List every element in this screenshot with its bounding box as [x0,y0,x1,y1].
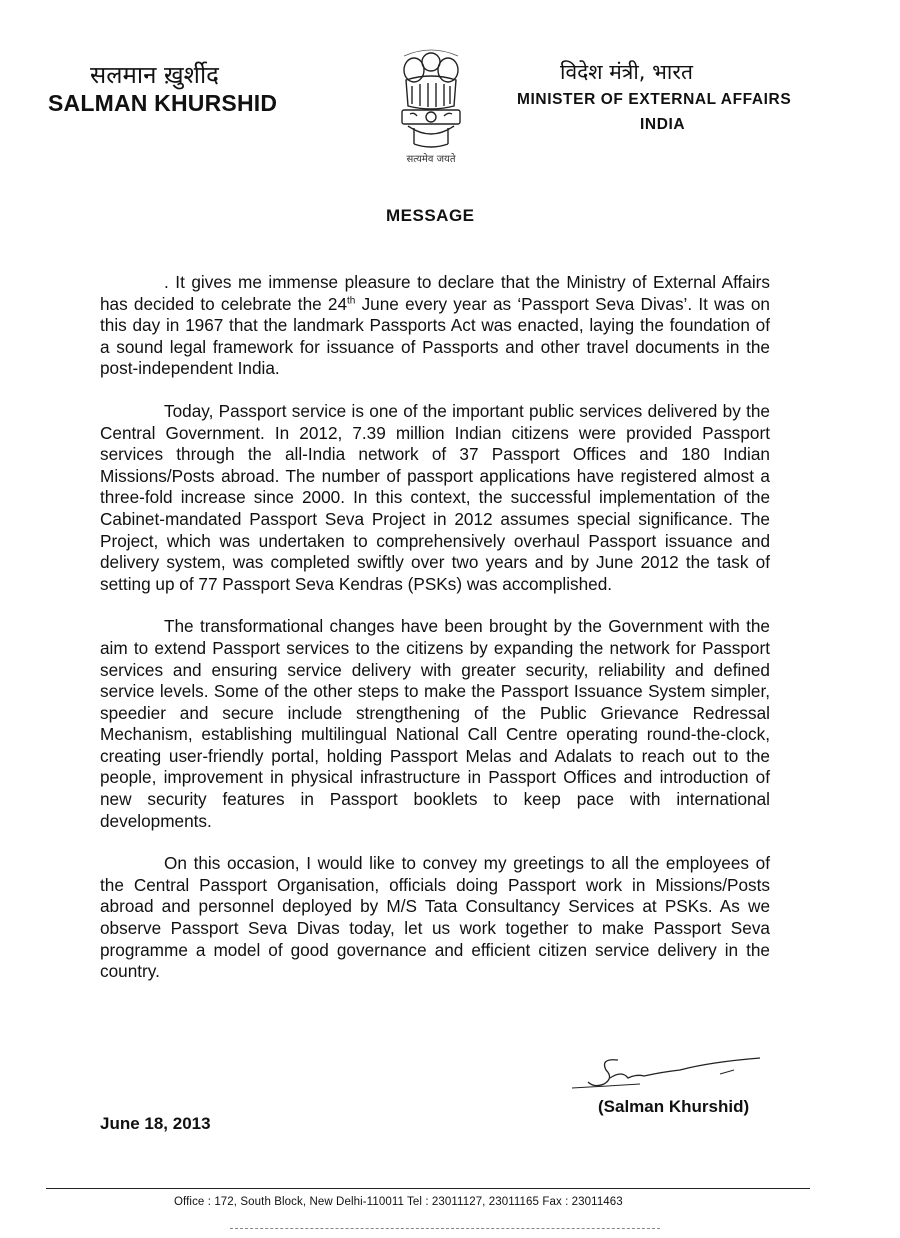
message-date: June 18, 2013 [100,1114,211,1133]
footer-address: Office : 172, South Block, New Delhi-110011 Tel : 23011127, 23011165 Fax : 23011463 [174,1196,623,1208]
handwritten-signature [570,1048,770,1100]
minister-title: MINISTER OF EXTERNAL AFFAIRS [517,91,792,108]
paragraph-1-text-cont: June every year as ‘Passport Seva Divas’. It was on this day in 1967 that the landmark Passports Act was enacted, laying the foundation of a sound legal framework for issuance of Passports and other travel documents in the post-independent India. [100,293,770,379]
national-emblem-icon [384,46,478,170]
title-hindi: विदेश मंत्री, भारत [560,60,693,84]
footer-divider [46,1188,810,1189]
signatory-name: (Salman Khurshid) [598,1097,750,1116]
message-body [100,272,770,1004]
paragraph-1 [100,272,770,380]
name-hindi: सलमान ख़ुर्शीद [90,61,219,89]
message-heading: MESSAGE [386,206,475,225]
svg-text:सत्यमेव जयते: सत्यमेव जयते [406,154,456,165]
country-label: INDIA [640,116,686,133]
footer-dashed-line [230,1228,660,1229]
name-english: SALMAN KHURSHID [48,90,278,116]
paragraph-1-text: . It gives me immense pleasure to declare that the Ministry of External Affairs has decided to celebrate the 24 [100,272,770,314]
ordinal-suffix: th [347,294,356,306]
paragraph-4: On this occasion, I would like to convey my greetings to all the employees of the Central Passport Organisation, officials doing Passport work in Missions/Posts abroad and personnel deployed by M/S Tata Consultancy Services at PSKs. As we observe Passport Seva Divas today, let us work together to make Passport Seva programme a model of good governance and efficient citizen service delivery in the country. [100,853,770,982]
paragraph-3: The transformational changes have been brought by the Government with the aim to extend Passport services to the citizens by expanding the network for Passport services and ensuring service delivery with greater security, reliability and defined service levels. Some of the other steps to make the Passport Issuance System simpler, speedier and secure include strengthening of the Public Grievance Redressal Mechanism, establishing multilingual National Call Centre operating round-the-clock, creating user-friendly portal, holding Passport Melas and Adalats to reach out to the people, improvement in physical infrastructure in Passport Offices and introduction of new security features in Passport booklets to keep pace with international developments. [100,616,770,831]
paragraph-2: Today, Passport service is one of the important public services delivered by the Central Government. In 2012, 7.39 million Indian citizens were provided Passport services through the all-India network of 37 Passport Offices and 180 Indian Missions/Posts abroad. The number of passport applications have registered almost a three-fold increase since 2000. In this context, the successful implementation of the Cabinet-mandated Passport Seva Project in 2012 assumes special significance. The Project, which was undertaken to comprehensively overhaul Passport issuance and delivery system, was completed swiftly over two years and by June 2012 the task of setting up of 77 Passport Seva Kendras (PSKs) was accomplished. [100,400,770,594]
